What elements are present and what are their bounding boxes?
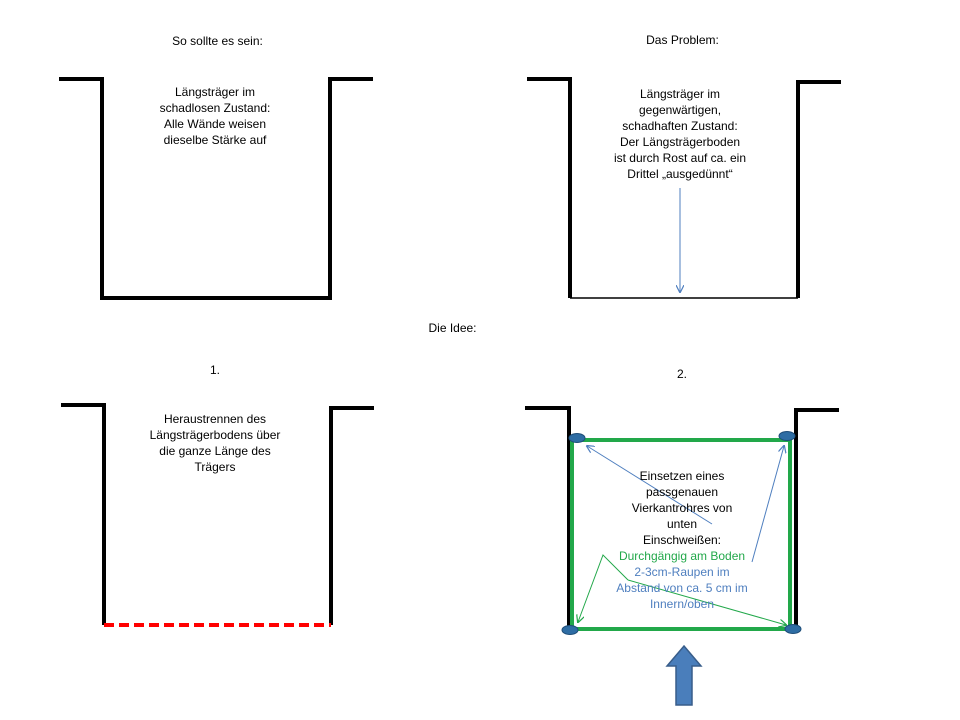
label-so-sollte-es-sein: So sollte es sein: [172, 34, 263, 48]
text-step-2-description [597, 468, 767, 612]
text-line: ist durch Rost auf ca. ein [613, 151, 747, 165]
text-line: Alle Wände weisen [163, 117, 267, 131]
text-line: Einsetzen eines [639, 469, 725, 483]
text-line: gegenwärtigen, [638, 103, 722, 117]
text-line: schadhaften Zustand: [622, 119, 738, 133]
text-line-spot-weld: Abstand von ca. 5 cm im [616, 581, 748, 595]
label-die-idee: Die Idee: [428, 321, 477, 335]
insert-direction-arrow [667, 646, 701, 705]
text-line-spot-weld: 2-3cm-Raupen im [634, 565, 730, 579]
text-line: Heraustrennen des [163, 412, 267, 426]
text-line-continuous-weld: Durchgängig am Boden [618, 549, 746, 563]
text-line: Längsträgerbodens über [149, 428, 281, 442]
label-das-problem: Das Problem: [646, 33, 719, 47]
text-line: Längsträger im [639, 87, 721, 101]
text-line: Längsträger im [174, 85, 256, 99]
text-line: Einschweißen: [642, 533, 722, 547]
text-line: Der Längsträgerboden [619, 135, 741, 149]
label-step-2: 2. [676, 367, 687, 381]
label-step-1: 1. [209, 363, 220, 377]
text-line: unten [666, 517, 698, 531]
text-intact-description [135, 84, 295, 148]
weld-point-top-right [779, 432, 795, 441]
weld-point-bottom-left [562, 626, 578, 635]
text-line-spot-weld: Innern/oben [649, 597, 715, 611]
text-line: Vierkantrohres von [631, 501, 733, 515]
text-line: die ganze Länge des [159, 444, 271, 458]
text-line: Trägers [194, 460, 236, 474]
text-step-1-description [130, 411, 300, 475]
weld-point-top-left [569, 434, 585, 443]
text-line: Drittel „ausgedünnt“ [627, 167, 733, 181]
weld-point-bottom-right [785, 625, 801, 634]
text-problem-description [590, 86, 770, 182]
text-line: schadlosen Zustand: [159, 101, 271, 115]
text-line: dieselbe Stärke auf [163, 133, 267, 147]
text-line: passgenauen [645, 485, 719, 499]
